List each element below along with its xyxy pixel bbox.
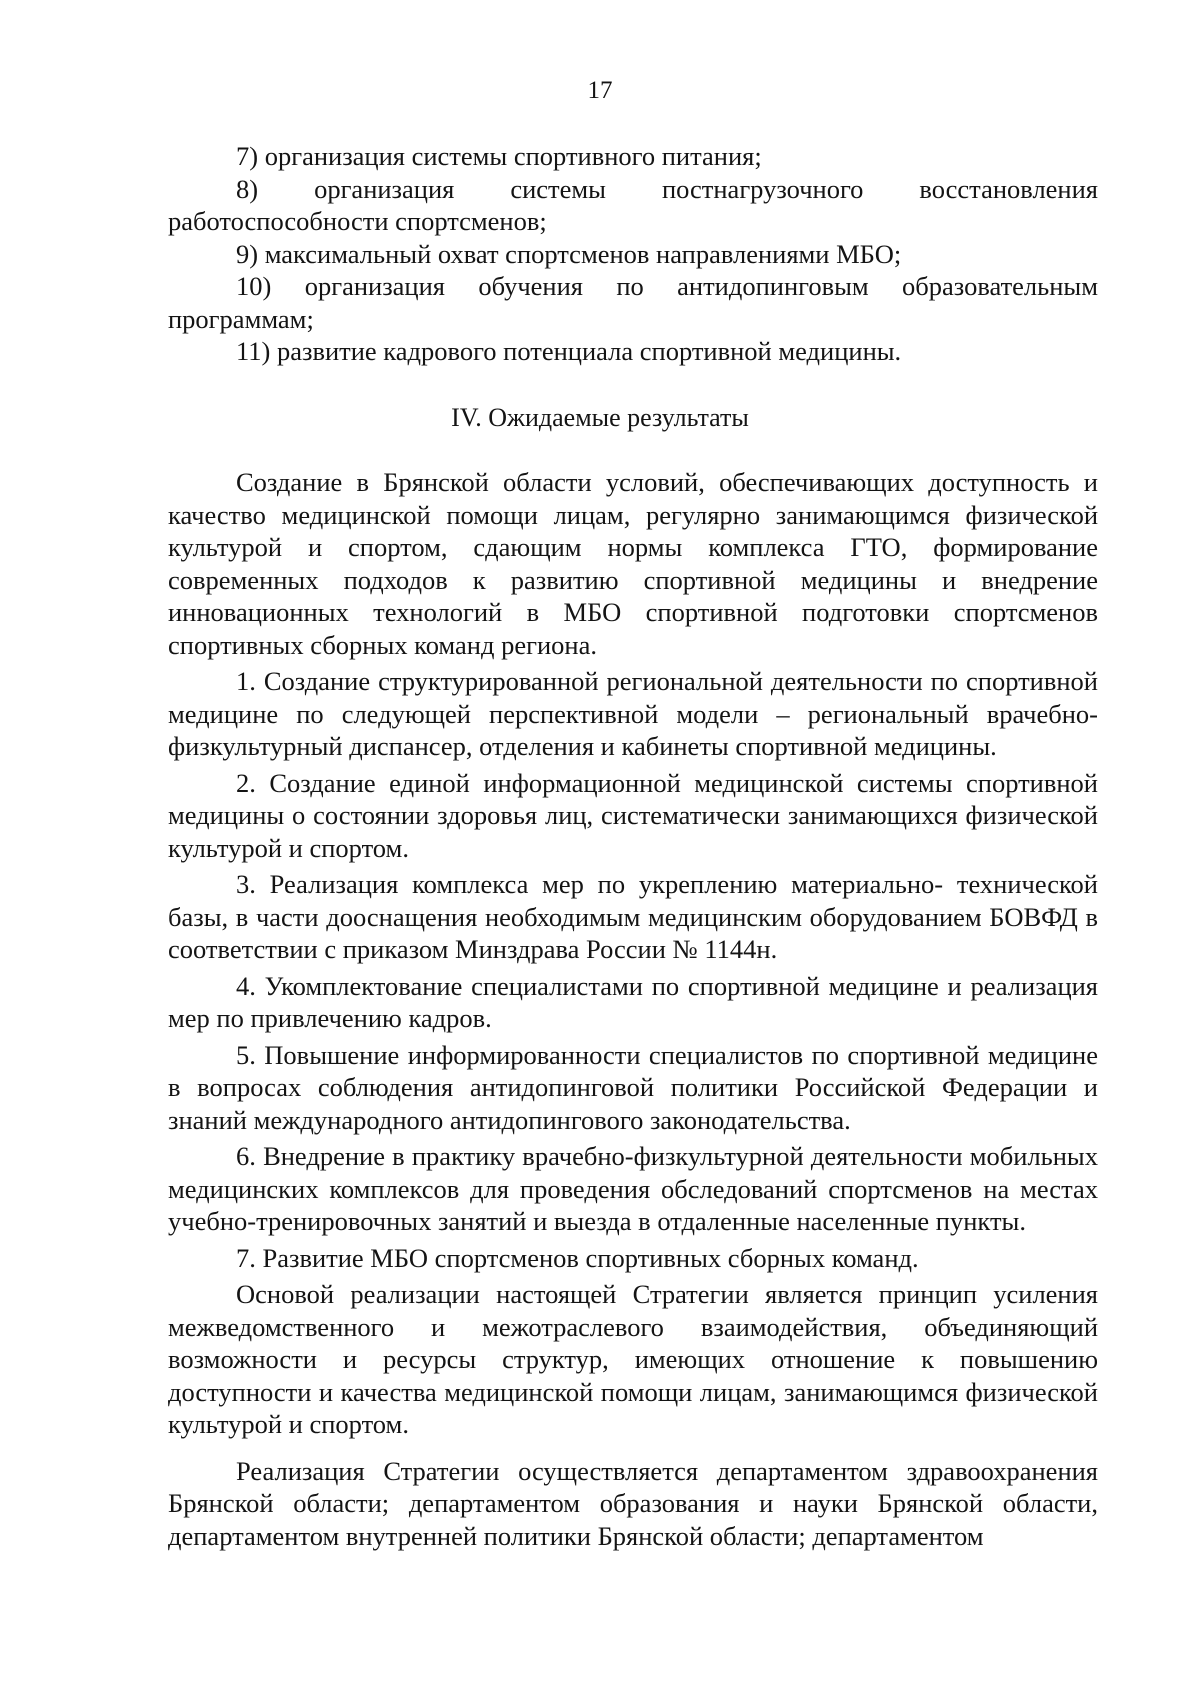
strategy-implementation-paragraph: Реализация Стратегии осуществляется департаментом здравоохранения Брянской области; департаментом образования и науки Брянской области, департаментом внутренней политики Брянской области; департаментом — [168, 1455, 1098, 1551]
result-item: 5. Повышение информированности специалистов по спортивной медицине в вопросах соблюдения антидопинговой политики Российской Федерации и знаний международного антидопингового законодательства. — [168, 1039, 1098, 1135]
result-item: 1. Создание структурированной региональной деятельности по спортивной медицине по следующей перспективной модели – региональный врачебно-физкультурный диспансер, отделения и кабинеты спортивной медицины. — [168, 666, 1098, 761]
task-item: 10) организация обучения по антидопинговым образовательным программам; — [168, 271, 1098, 334]
result-item: 2. Создание единой информационной медицинской системы спортивной медицины о состоянии здоровья лиц, систематически занимающихся физической культурой и спортом. — [168, 767, 1098, 863]
result-item: 4. Укомплектование специалистами по спортивной медицине и реализация мер по привлечению кадров. — [168, 970, 1098, 1033]
result-item: 3. Реализация комплекса мер по укреплению материально- технической базы, в части дооснащения необходимым медицинским оборудованием БОВФД в соответствии с приказом Минздрава России № 1144н. — [168, 869, 1098, 964]
section-heading: IV. Ожидаемые результаты — [451, 403, 749, 432]
task-item: 11) развитие кадрового потенциала спортивной медицины. — [236, 336, 902, 366]
task-item: 8) организация системы постнагрузочного восстановления работоспособности спортсменов; — [168, 173, 1098, 236]
tasks-list — [168, 140, 1098, 368]
results-intro: Создание в Брянской области условий, обеспечивающих доступность и качество медицинской помощи лицам, регулярно занимающимся физической культурой и спортом, сдающим нормы комплекса ГТО, формирование современных подходов к развитию спортивной медицины и внедрение инновационных технологий в МБО спортивной подготовки спортсменов спортивных сборных команд региона. — [168, 467, 1098, 660]
result-item: 6. Внедрение в практику врачебно-физкультурной деятельности мобильных медицинских комплексов для проведения обследований спортсменов на местах учебно-тренировочных занятий и выезда в отдаленные населенные пункты. — [168, 1141, 1098, 1236]
results-section — [168, 466, 1098, 1552]
task-item: 7) организация системы спортивного питания; — [236, 141, 762, 171]
task-item: 9) максимальный охват спортсменов направлениями МБО; — [236, 238, 902, 269]
strategy-basis-paragraph: Основой реализации настоящей Стратегии является принцип усиления межведомственного и межотраслевого взаимодействия, объединяющий возможности и ресурсы структур, имеющих отношение к повышению доступности и качества медицинской помощи лицам, занимающимся физической культурой и спортом. — [168, 1279, 1098, 1439]
result-item: 7. Развитие МБО спортсменов спортивных сборных команд. — [236, 1242, 919, 1273]
page-number: 17 — [587, 77, 613, 104]
